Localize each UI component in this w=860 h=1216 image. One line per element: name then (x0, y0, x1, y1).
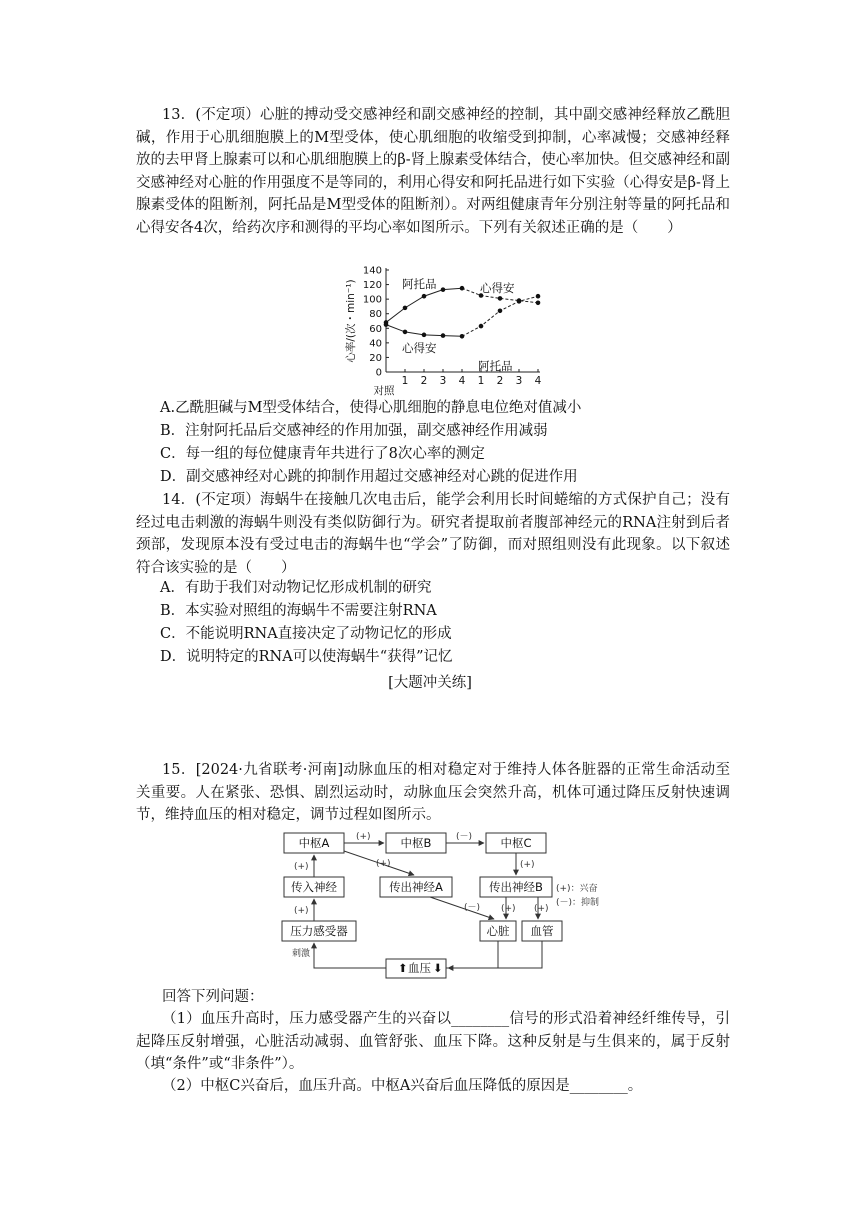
data-point (441, 333, 446, 338)
q14-option-a: A．有助于我们对动物记忆形成机制的研究 (160, 580, 432, 596)
q13-option-b: B．注射阿托品后交感神经的作用加强，副交感神经作用减弱 (160, 423, 548, 439)
sign-b-c: (－) (456, 832, 473, 842)
data-point (441, 287, 446, 292)
bp-label: 血压 (408, 961, 431, 975)
data-point (460, 286, 465, 291)
x-tick-label: 3 (515, 375, 523, 387)
q14-option-c: C．不能说明RNA直接决定了动物记忆的形成 (160, 626, 452, 642)
center-c-label: 中枢C (500, 836, 532, 850)
data-point (498, 309, 503, 314)
efferent-b-label: 传出神经B (489, 880, 543, 894)
heart-rate-chart (340, 262, 556, 396)
chart-annotation: 心得安 (480, 281, 515, 295)
bp-up-arrow-icon: ⬆ (398, 961, 408, 975)
q13-option-a: A.乙酰胆碱与M型受体结合，使得心肌细胞的静息电位绝对值减小 (160, 400, 582, 416)
chart-series (384, 286, 541, 339)
data-point (422, 294, 427, 299)
data-point (498, 296, 503, 301)
section-title: [大题冲关练] (388, 675, 472, 691)
center-b-label: 中枢B (400, 836, 432, 850)
q14-stem: 14．(不定项）海蜗牛在接触几次电击后，能学会利用长时间蜷缩的方式保护自己；没有经过电击刺激的海蜗牛则没有类似防御行为。研究者提取前者腹部神经元的RNA注射到后者颈部，发现原本没有受过电击的海蜗牛也“学会”了防御，而对照组则没有此现象。以下叙述符合该实验的是（ ） (136, 492, 730, 576)
y-tick-label: 140 (362, 265, 382, 277)
data-point (422, 333, 427, 338)
sign-rec-aff: (+) (294, 906, 309, 916)
data-point (536, 300, 541, 305)
efferent-a-label: 传出神经A (389, 880, 443, 894)
heart-label: 心脏 (486, 924, 510, 938)
receptor-label: 压力感受器 (290, 924, 348, 938)
chart-labels (402, 277, 515, 373)
legend-plus: (+)：兴奋 (556, 884, 598, 894)
data-point (384, 322, 389, 327)
x-tick-label: 4 (534, 375, 542, 387)
series-line-solid (386, 288, 462, 322)
chart-annotation: 阿托品 (402, 277, 437, 291)
bp-down-arrow-icon: ⬇ (433, 961, 443, 975)
y-tick-label: 20 (369, 352, 382, 364)
q15-sub2: （2）中枢C兴奋后，血压升高。中枢A兴奋后血压降低的原因是________。 (162, 1078, 643, 1094)
center-a-label: 中枢A (298, 836, 330, 850)
q13-option-d: D．副交感神经对心跳的抑制作用超过交感神经对心跳的促进作用 (160, 469, 578, 485)
x-tick-label: 对照 (373, 385, 395, 396)
q14-option-b: B．本实验对照组的海蜗牛不需要注射RNA (160, 603, 437, 619)
sign-effb-vessel: (+) (534, 904, 549, 914)
y-tick-label: 60 (369, 323, 382, 335)
sign-effb-heart: (+) (501, 904, 516, 914)
reflex-diagram (280, 824, 610, 982)
q15-stem: 15．[2024·九省联考·河南]动脉血压的相对稳定对于维持人体各脏器的正常生命活动至关重要。人在紧张、恐惧、剧烈运动时，动脉血压会突然升高，机体可通过降压反射快速调节，维持血压的相对稳定，调节过程如图所示。 (136, 762, 730, 823)
chart-annotation: 心得安 (402, 341, 437, 355)
x-tick-label: 4 (458, 375, 466, 387)
data-point (479, 324, 484, 329)
y-axis-label: 心率/(次・min⁻¹) (345, 279, 357, 363)
y-tick-label: 100 (362, 294, 382, 306)
sign-c-effb: (+) (520, 860, 535, 870)
x-tick-label: 1 (477, 375, 485, 387)
q13-option-c: C．每一组的每位健康青年共进行了8次心率的测定 (160, 446, 485, 462)
x-tick-label: 1 (401, 375, 409, 387)
y-tick-label: 120 (362, 280, 382, 292)
data-point (403, 330, 408, 335)
chart-annotation: 阿托品 (478, 359, 513, 373)
data-point (517, 299, 522, 304)
vessel-label: 血管 (530, 924, 554, 938)
data-point (403, 306, 408, 311)
q13-stem: 13．(不定项）心脏的搏动受交感神经和副交感神经的控制，其中副交感神经释放乙酰胆碱，作用于心肌细胞膜上的M型受体，使心肌细胞的收缩受到抑制，心率减慢；交感神经释放的去甲肾上腺素可以和心肌细胞膜上的β-肾上腺素受体结合，使心率加快。但交感神经和副交感神经对心脏的作用强度不是等同的，利用心得安和阿托品进行如下实验（心得安是β-肾上腺素受体的阻断剂，阿托品是M型受体的阻断剂）。对两组健康青年分别注射等量的阿托品和心得安各4次，给药次序和测得的平均心率如图所示。下列有关叙述正确的是（ ） (136, 107, 730, 236)
series-line-dashed (462, 296, 538, 336)
sign-effa-heart: (－) (464, 903, 481, 913)
q15-answer-intro: 回答下列问题： (162, 989, 264, 1005)
q14-option-d: D．说明特定的RNA可以使海蜗牛“获得”记忆 (160, 649, 453, 665)
y-tick-label: 80 (369, 309, 382, 321)
data-point (460, 334, 465, 339)
sign-a-b: (+) (356, 832, 371, 842)
x-tick-label: 2 (496, 375, 504, 387)
y-tick-label: 0 (375, 367, 382, 379)
sign-aff-a: (+) (294, 862, 309, 872)
q15-sub1: （1）血压升高时，压力感受器产生的兴奋以________信号的形式沿着神经纤维传导，引起降压反射增强，心脏活动减弱、血管舒张、血压下降。这种反射是与生俱来的，属于反射（填“条件”或“非条件”）。 (136, 1011, 730, 1072)
x-tick-label: 3 (439, 375, 447, 387)
x-tick-label: 2 (420, 375, 428, 387)
y-tick-label: 40 (369, 338, 382, 350)
afferent-label: 传入神经 (291, 880, 337, 894)
data-point (536, 294, 541, 299)
sign-a-effa: (+) (376, 859, 391, 869)
legend-minus: (－)：抑制 (556, 898, 600, 908)
stimulus-label: 刺激 (292, 949, 311, 959)
